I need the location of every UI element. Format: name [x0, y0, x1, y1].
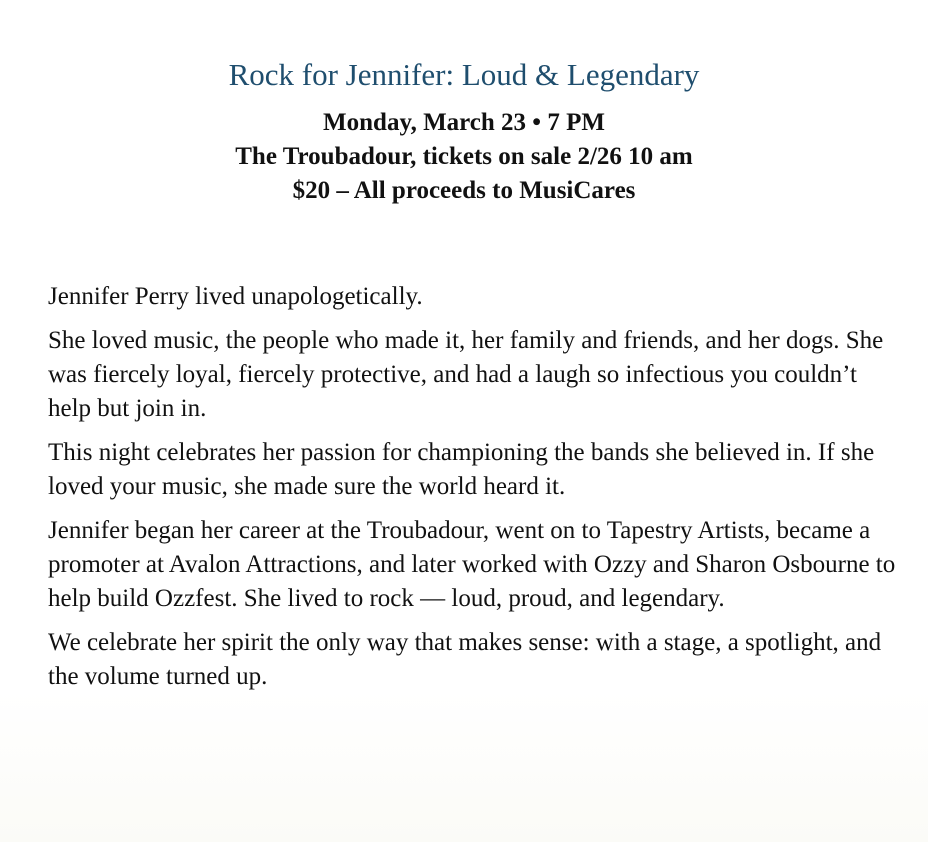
- event-header: [0, 56, 928, 208]
- paragraph-celebration: We celebrate her spirit the only way that makes sense: with a stage, a spotlight, and the volume turned up.: [48, 629, 882, 690]
- event-title: Rock for Jennifer: Loud & Legendary: [228, 57, 700, 92]
- paragraph-intro: Jennifer Perry lived unapologetically.: [48, 283, 423, 310]
- paragraph-personality: She loved music, the people who made it, her family and friends, and her dogs. She was fiercely loyal, fiercely protective, and had a laugh so infectious you couldn’t help but join in.: [48, 327, 884, 422]
- event-date-time: Monday, March 23 • 7 PM: [323, 109, 605, 136]
- tribute-text: [48, 280, 898, 704]
- event-price: $20 – All proceeds to MusiCares: [292, 177, 636, 204]
- event-venue: The Troubadour, tickets on sale 2/26 10 am: [235, 143, 693, 170]
- paragraph-passion: This night celebrates her passion for championing the bands she believed in. If she loved your music, she made sure the world heard it.: [48, 439, 875, 500]
- paragraph-career: Jennifer began her career at the Troubadour, went on to Tapestry Artists, became a promoter at Avalon Attractions, and later worked with Ozzy and Sharon Osbourne to help build Ozzfest. She lived to rock — loud, proud, and legendary.: [48, 517, 896, 612]
- event-details: [0, 106, 928, 208]
